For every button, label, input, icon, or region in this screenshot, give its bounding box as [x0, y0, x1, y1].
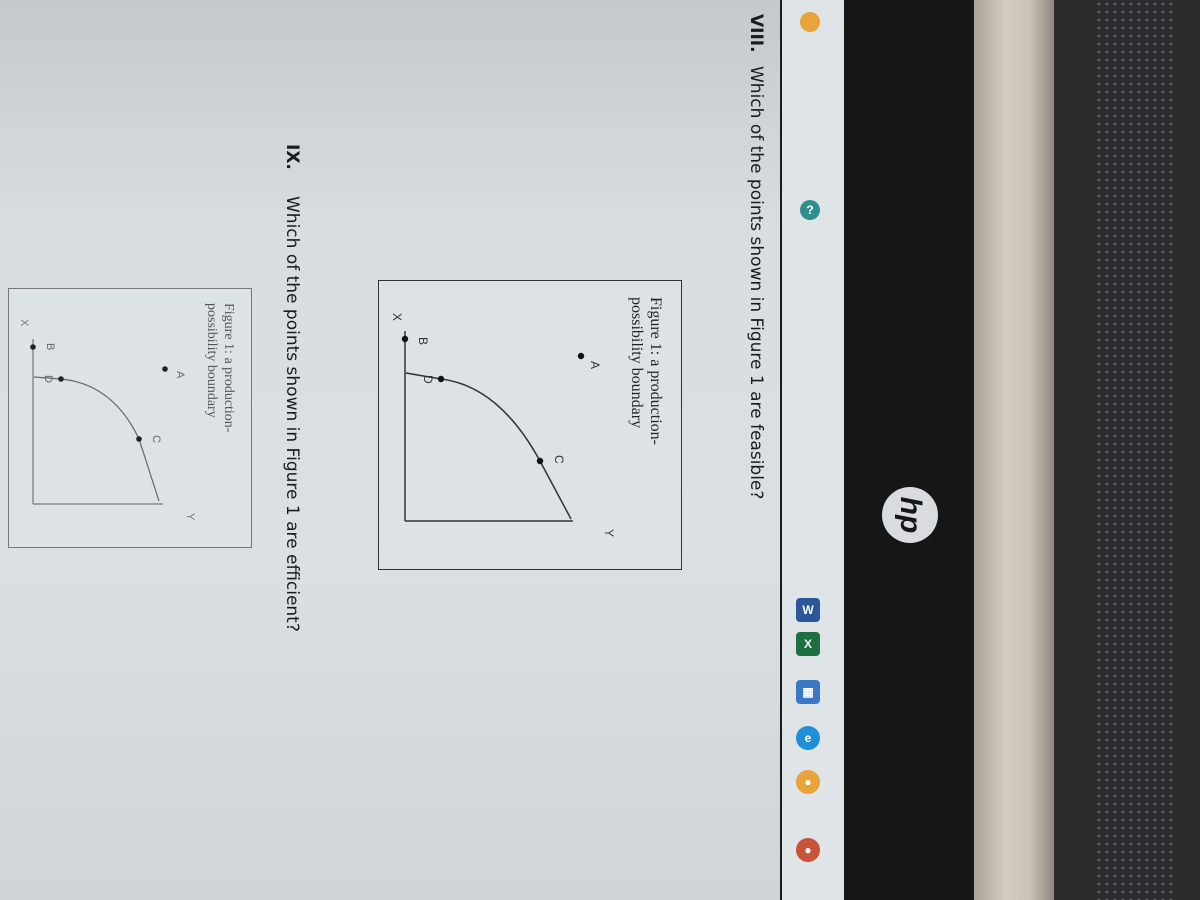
question-8-text: Which of the points shown in Figure 1 are feasible? — [746, 66, 766, 500]
point-c-label-2: C — [150, 435, 162, 443]
figure-title-2-line1: Figure 1: a production- — [221, 303, 236, 433]
question-8-number: VIII. — [746, 14, 766, 53]
start-icon[interactable]: ● — [796, 838, 820, 862]
point-c-label: C — [552, 455, 566, 464]
ppf-chart-2 — [9, 289, 251, 547]
taskview-icon[interactable]: ▦ — [796, 680, 820, 704]
question-8 — [746, 14, 766, 499]
speaker-grille — [1095, 0, 1175, 900]
figure-1-top — [378, 280, 682, 570]
point-b-label: B — [416, 337, 430, 346]
x-axis-label-2: X — [18, 319, 30, 327]
point-b-label-2: B — [44, 343, 56, 351]
point-a-label-2: A — [174, 371, 186, 379]
figure-title-2-line2: possibility boundary — [204, 303, 219, 418]
question-9 — [282, 144, 302, 632]
y-axis-label: Y — [602, 529, 616, 538]
point-c-2 — [136, 436, 142, 442]
y-axis-label-2: Y — [184, 513, 196, 521]
point-d-label: D — [421, 375, 435, 384]
taskbar — [782, 0, 844, 900]
point-a — [578, 353, 584, 359]
point-d-2 — [58, 376, 64, 382]
word-label: W — [802, 603, 814, 617]
help-icon[interactable]: ? — [800, 200, 820, 220]
edge-icon[interactable]: e — [796, 726, 820, 750]
point-d-label-2: D — [42, 375, 54, 383]
chrome-icon[interactable]: ● — [796, 770, 820, 794]
laptop-hinge — [974, 0, 1054, 900]
excel-icon[interactable] — [796, 632, 820, 656]
ppf-chart — [379, 281, 681, 569]
hp-logo: hp — [882, 487, 938, 543]
point-a-label: A — [588, 361, 602, 370]
point-b-2 — [30, 344, 36, 350]
point-c — [537, 458, 543, 464]
figure-title-line2: possibility boundary — [628, 297, 645, 429]
figure-title-line1: Figure 1: a production- — [647, 297, 664, 445]
figure-1-bottom — [8, 288, 252, 548]
ppf-curve — [406, 373, 571, 519]
tray-icon[interactable] — [800, 12, 820, 32]
question-9-number: IX. — [282, 144, 302, 170]
question-9-text: Which of the points shown in Figure 1 are efficient? — [282, 196, 302, 632]
point-b — [402, 336, 408, 342]
point-d — [438, 376, 444, 382]
excel-label: X — [803, 637, 812, 651]
point-a-2 — [162, 366, 168, 372]
word-icon[interactable] — [796, 598, 820, 622]
laptop-bezel — [844, 0, 974, 900]
x-axis-label: X — [390, 313, 404, 322]
